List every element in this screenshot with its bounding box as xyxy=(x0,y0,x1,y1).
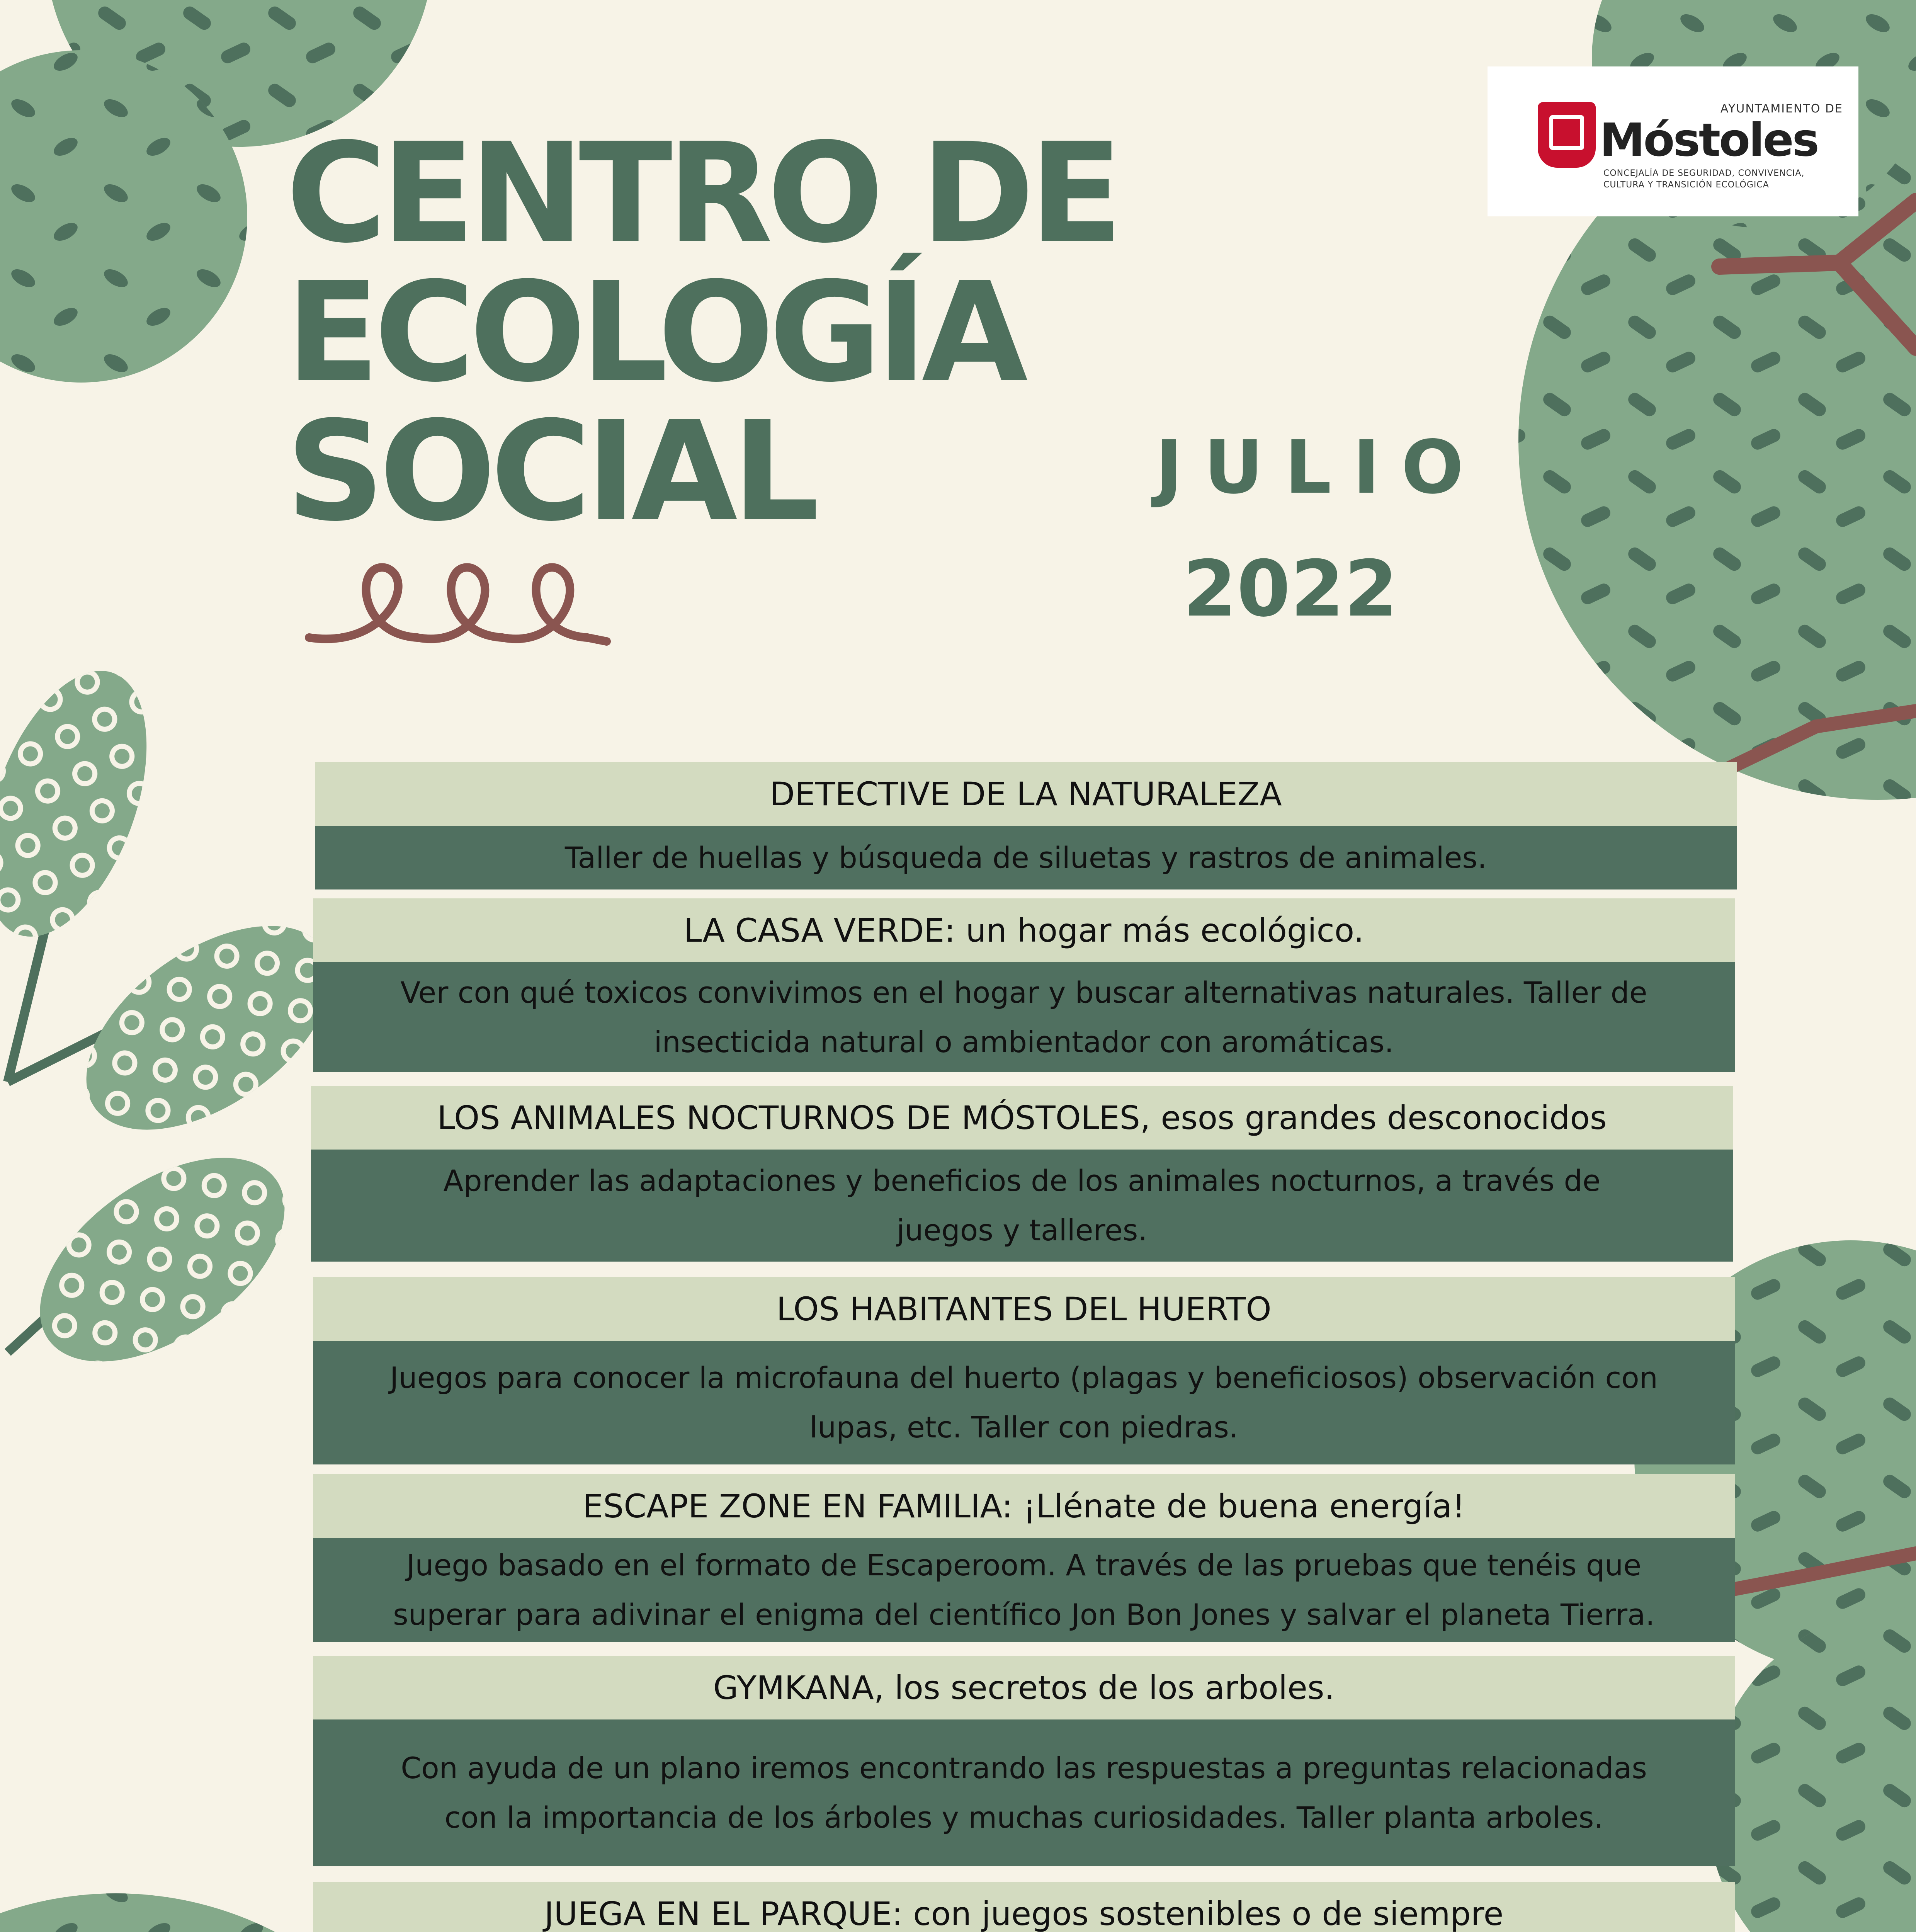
activity-title xyxy=(313,898,1735,962)
activity-title-text: GYMKANA, los secretos de los arboles. xyxy=(713,1668,1335,1707)
logo-main-text: Móstoles xyxy=(1600,113,1818,167)
year-label: 2022 xyxy=(1183,544,1398,634)
page-title xyxy=(286,113,1118,551)
activity-title-text: ESCAPE ZONE EN FAMILIA: ¡Llénate de buena energía! xyxy=(582,1487,1465,1525)
activity-description xyxy=(313,1341,1735,1464)
activity-description xyxy=(315,826,1737,889)
leaf-branch-left-illustration xyxy=(0,649,367,1403)
title-line-3: SOCIAL xyxy=(286,391,814,551)
activity-description-line: Juego basado en el formato de Escaperoom. A través de las pruebas que tenéis que xyxy=(406,1548,1642,1582)
activity-title xyxy=(313,1882,1735,1932)
activity-description-line: Con ayuda de un plano iremos encontrando las respuestas a preguntas relacionadas xyxy=(401,1751,1647,1785)
activity-description xyxy=(313,962,1735,1072)
activity-title xyxy=(311,1086,1733,1150)
squiggle-decoration xyxy=(309,568,607,641)
activity-description-line: juegos y talleres. xyxy=(896,1213,1148,1247)
activity-description-line: superar para adivinar el enigma del científico Jon Bon Jones y salvar el planeta Tierra. xyxy=(393,1597,1655,1632)
activity-title xyxy=(313,1277,1735,1341)
logo-subtitle xyxy=(1603,168,1843,191)
title-line-2: ECOLOGÍA xyxy=(286,252,1023,412)
activity-description-line: Juegos para conocer la microfauna del huerto (plagas y beneficiosos) observación con xyxy=(390,1361,1658,1395)
activity-description-line: Ver con qué toxicos convivimos en el hogar y buscar alternativas naturales. Taller de xyxy=(400,975,1647,1010)
activity-title-text: JUEGA EN EL PARQUE: con juegos sostenibles o de siempre xyxy=(544,1895,1504,1932)
activity-description xyxy=(313,1538,1735,1642)
activity-description-line: lupas, etc. Taller con piedras. xyxy=(809,1410,1238,1444)
activity-title-text: DETECTIVE DE LA NATURALEZA xyxy=(770,775,1282,813)
activity-title xyxy=(313,1656,1735,1719)
activity-description xyxy=(313,1719,1735,1866)
activity-title xyxy=(315,762,1737,826)
logo-subtitle-line-2: CULTURA Y TRANSICIÓN ECOLÓGICA xyxy=(1603,180,1769,190)
activity-description-line: Taller de huellas y búsqueda de siluetas y rastros de animales. xyxy=(564,840,1487,875)
activity-description-line: Aprender las adaptaciones y beneficios de los animales nocturnos, a través de xyxy=(443,1163,1601,1198)
activity-title-text: LA CASA VERDE: un hogar más ecológico. xyxy=(683,911,1364,949)
logo-subtitle-line-1: CONCEJALÍA DE SEGURIDAD, CONVIVENCIA, xyxy=(1603,168,1805,178)
activity-description-line: insecticida natural o ambientador con aromáticas. xyxy=(654,1024,1394,1059)
month-label: JULIO xyxy=(1155,425,1485,510)
logo-top-text: AYUNTAMIENTO DE xyxy=(1720,102,1843,116)
activity-title-text: LOS ANIMALES NOCTURNOS DE MÓSTOLES, esos grandes desconocidos xyxy=(437,1099,1607,1137)
activity-description xyxy=(311,1150,1733,1262)
title-line-1: CENTRO DE xyxy=(286,113,1118,273)
activity-title-text: LOS HABITANTES DEL HUERTO xyxy=(776,1290,1272,1328)
activity-title xyxy=(313,1474,1735,1538)
municipality-logo xyxy=(1488,66,1858,216)
activity-description-line: con la importancia de los árboles y muchas curiosidades. Taller planta arboles. xyxy=(444,1800,1603,1835)
coat-of-arms-icon xyxy=(1538,102,1596,168)
